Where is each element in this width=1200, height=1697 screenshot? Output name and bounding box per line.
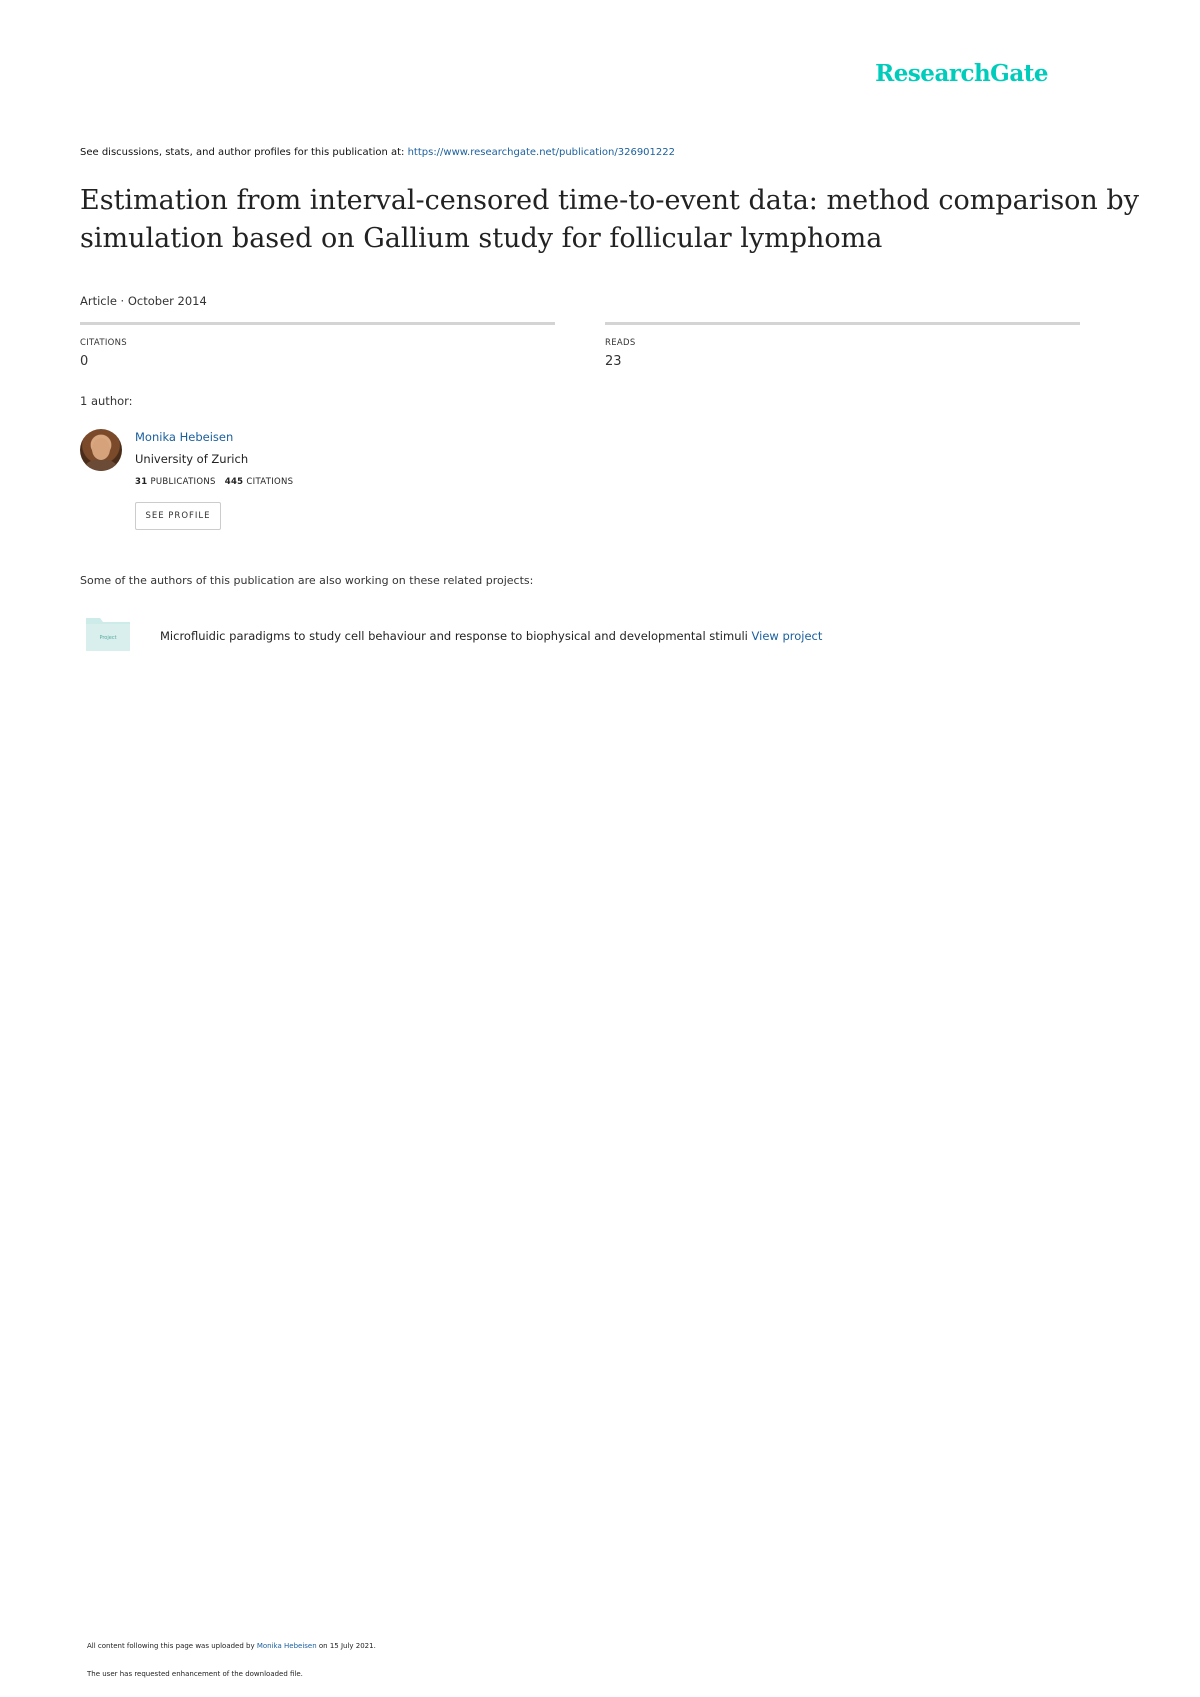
article-meta: Article · October 2014 — [80, 294, 207, 308]
divider-left — [80, 322, 555, 325]
reads-label: READS — [605, 338, 636, 348]
upload-prefix: All content following this page was uploaded by — [87, 1642, 257, 1650]
uploader-link[interactable]: Monika Hebeisen — [256, 1642, 317, 1650]
publication-title: Estimation from interval-censored time-to-event data: method comparison by simulation based on Gallium study for follicular lymphoma — [80, 185, 1139, 254]
author-stats — [135, 477, 293, 487]
author-citations-count: 445 — [224, 477, 244, 487]
researchgate-logo[interactable]: ResearchGate — [875, 60, 1048, 87]
avatar-face — [92, 438, 110, 460]
author-publications-label: PUBLICATIONS — [150, 477, 216, 487]
projects-heading: Some of the authors of this publication are also working on these related projects: — [80, 574, 534, 587]
project-item — [160, 629, 822, 643]
publication-url-link[interactable]: https://www.researchgate.net/publication/326901222 — [407, 147, 675, 158]
upload-note — [87, 1642, 376, 1650]
view-project-link[interactable]: View project — [751, 629, 823, 643]
author-citations-label: CITATIONS — [246, 477, 294, 487]
reads-value: 23 — [605, 354, 622, 369]
authors-count: 1 author: — [80, 394, 133, 408]
author-publications-count: 31 — [135, 477, 148, 487]
upload-suffix: on 15 July 2021. — [316, 1642, 376, 1650]
project-icon-label: Project — [99, 635, 117, 641]
author-affiliation: University of Zurich — [135, 452, 249, 466]
author-name-link[interactable]: Monika Hebeisen — [135, 430, 234, 444]
project-folder-icon[interactable] — [86, 615, 130, 651]
enhancement-note: The user has requested enhancement of the downloaded file. — [87, 1670, 303, 1678]
citations-value: 0 — [80, 354, 89, 369]
discussion-prefix: See discussions, stats, and author profiles for this publication at: — [80, 147, 408, 158]
see-profile-button[interactable]: SEE PROFILE — [135, 502, 221, 530]
avatar-body — [84, 459, 118, 471]
project-title: Microfluidic paradigms to study cell behaviour and response to biophysical and developmental stimuli — [160, 629, 748, 643]
discussion-line — [80, 147, 675, 158]
citations-label: CITATIONS — [80, 338, 127, 348]
divider-right — [605, 322, 1080, 325]
avatar[interactable] — [80, 429, 122, 471]
